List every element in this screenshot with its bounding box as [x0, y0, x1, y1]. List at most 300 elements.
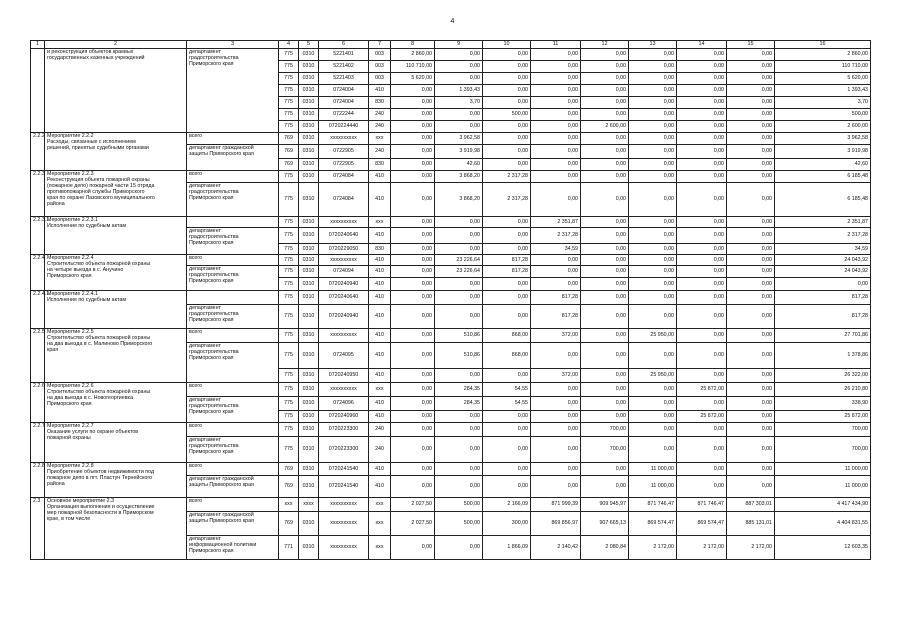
responsible-executor [187, 291, 279, 305]
table-cell: 0,00 [581, 85, 629, 97]
responsible-executor [187, 463, 279, 476]
column-number: 10 [483, 41, 531, 49]
table-cell: 0310 [299, 437, 319, 463]
table-cell: 410 [369, 266, 391, 278]
responsible-executor-text: всего [189, 255, 203, 261]
table-cell: 771 [279, 536, 299, 560]
table-cell: 0,00 [677, 244, 727, 255]
table-cell: 817,28 [775, 291, 871, 305]
table-cell: 0,00 [391, 536, 435, 560]
table-cell: 0720240640 [319, 228, 369, 244]
table-cell: 0720223300 [319, 437, 369, 463]
table-cell: xxx [369, 536, 391, 560]
table-cell: 0,00 [677, 255, 727, 266]
table-cell: 0,00 [727, 244, 775, 255]
table-cell: 0,00 [629, 397, 677, 411]
table-cell: 0,00 [483, 244, 531, 255]
table-cell: 0,00 [483, 291, 531, 305]
table-cell: 871 999,39 [531, 498, 581, 512]
table-cell: 0,00 [581, 61, 629, 73]
table-cell: 0310 [299, 228, 319, 244]
table-cell: 0,00 [677, 305, 727, 329]
item-name [45, 133, 187, 171]
table-cell: 0310 [299, 397, 319, 411]
table-cell: 0,00 [531, 73, 581, 85]
table-cell: 2 351,87 [775, 217, 871, 228]
table-cell: 25 872,00 [677, 411, 727, 423]
table-cell: 0,00 [677, 171, 727, 183]
table-cell: 0720240950 [319, 369, 369, 383]
table-cell: 0,00 [629, 85, 677, 97]
item-code: 2.2.4 [31, 255, 45, 291]
table-cell: 0310 [299, 512, 319, 536]
responsible-executor-text: департамент градостроительства Приморского края [189, 266, 239, 285]
table-cell: 830 [369, 159, 391, 171]
table-cell: 0,00 [391, 329, 435, 343]
responsible-executor-text: всего [189, 171, 203, 177]
table-cell: 0,00 [483, 411, 531, 423]
table-cell: 003 [369, 73, 391, 85]
table-cell: 0,00 [677, 85, 727, 97]
table-cell: 0,00 [629, 305, 677, 329]
table-row [31, 133, 871, 145]
table-cell: 0,00 [391, 305, 435, 329]
table-cell: 0,00 [629, 61, 677, 73]
table-cell: 0310 [299, 305, 319, 329]
item-name-text: Мероприятие 2.2.5 Строительство объекта пожарной охраны на два выезда в с. Малиново Приморского края [47, 329, 153, 354]
table-cell: 410 [369, 228, 391, 244]
table-cell: 0,00 [629, 437, 677, 463]
table-cell: 0,00 [531, 133, 581, 145]
table-cell: 0724095 [319, 343, 369, 369]
table-cell: 410 [369, 278, 391, 291]
table-cell: xxxxxxxxxx [319, 133, 369, 145]
table-cell: xxxxxxxxxx [319, 383, 369, 397]
table-row [31, 383, 871, 397]
table-cell: 42,60 [775, 159, 871, 171]
header-row [31, 41, 871, 49]
table-cell: 830 [369, 97, 391, 109]
table-cell: 700,00 [581, 437, 629, 463]
table-cell: xxxxxxxxxx [319, 255, 369, 266]
table-cell: 0,00 [677, 476, 727, 498]
table-cell: 0,00 [629, 383, 677, 397]
table-cell: 871 746,47 [677, 498, 727, 512]
table-cell: 0,00 [629, 97, 677, 109]
table-cell: 0,00 [483, 369, 531, 383]
table-cell: xxx [369, 217, 391, 228]
table-cell: 775 [279, 266, 299, 278]
table-cell: 6 185,48 [775, 183, 871, 217]
table-cell: 0,00 [581, 369, 629, 383]
table-cell: 775 [279, 397, 299, 411]
table-cell: 3 962,58 [775, 133, 871, 145]
table-cell: 0,00 [581, 343, 629, 369]
responsible-executor [187, 536, 279, 560]
responsible-executor [187, 255, 279, 266]
table-cell: 0724004 [319, 85, 369, 97]
table-cell: 0,00 [531, 85, 581, 97]
table-cell: 0,00 [391, 217, 435, 228]
table-cell: 2 172,00 [629, 536, 677, 560]
table-cell: 0,00 [483, 85, 531, 97]
table-cell: 42,60 [435, 159, 483, 171]
responsible-executor-text: департамент градостроительства Приморского края [189, 437, 239, 456]
responsible-executor-text: департамент гражданской защиты Приморского края [189, 476, 254, 489]
table-cell: 0,00 [391, 291, 435, 305]
table-cell: 23 226,64 [435, 255, 483, 266]
table-cell: 0,00 [677, 159, 727, 171]
item-code [31, 49, 45, 133]
column-number: 7 [369, 41, 391, 49]
table-cell: 24 043,92 [775, 255, 871, 266]
table-cell: 0,00 [391, 397, 435, 411]
table-cell: 0310 [299, 109, 319, 121]
table-cell: 0720241540 [319, 476, 369, 498]
table-cell: 3,70 [775, 97, 871, 109]
table-cell: 0,00 [435, 291, 483, 305]
responsible-executor [187, 266, 279, 291]
responsible-executor [187, 343, 279, 383]
table-cell: 0,00 [727, 291, 775, 305]
table-cell: 2 027,50 [391, 512, 435, 536]
responsible-executor [187, 476, 279, 498]
table-cell: 0,00 [531, 383, 581, 397]
table-cell: 830 [369, 244, 391, 255]
table-cell: 907 665,13 [581, 512, 629, 536]
table-cell: 775 [279, 183, 299, 217]
table-cell: 775 [279, 228, 299, 244]
table-cell: 11 000,00 [775, 463, 871, 476]
responsible-executor-text: департамент гражданской защиты Приморского края [189, 145, 254, 158]
table-cell: 817,28 [483, 266, 531, 278]
table-cell: 0310 [299, 329, 319, 343]
column-number: 13 [629, 41, 677, 49]
responsible-executor [187, 423, 279, 437]
table-cell: 0,00 [531, 183, 581, 217]
table-cell: 5 620,00 [391, 73, 435, 85]
table-cell: 2 860,00 [775, 49, 871, 61]
table-cell: 0,00 [677, 145, 727, 159]
table-cell: 700,00 [775, 437, 871, 463]
table-cell: 2 140,42 [531, 536, 581, 560]
table-cell: 3,70 [435, 97, 483, 109]
table-cell: 338,90 [775, 397, 871, 411]
table-cell: 24 043,92 [775, 266, 871, 278]
table-cell: 26 322,00 [775, 369, 871, 383]
table-cell: 410 [369, 476, 391, 498]
table-cell: 0,00 [391, 369, 435, 383]
table-cell: 3 919,98 [435, 145, 483, 159]
table-cell: 0310 [299, 244, 319, 255]
table-cell: 868,00 [483, 329, 531, 343]
table-cell: 775 [279, 423, 299, 437]
table-cell: 769 [279, 512, 299, 536]
table-cell: 11 000,00 [629, 476, 677, 498]
table-cell: 0,00 [581, 159, 629, 171]
table-row [31, 463, 871, 476]
table-cell: 775 [279, 383, 299, 397]
budget-table [30, 40, 871, 560]
table-cell: 0310 [299, 266, 319, 278]
table-cell: 0,00 [727, 121, 775, 133]
table-cell: 0722905 [319, 159, 369, 171]
table-cell: 0,00 [677, 49, 727, 61]
table-cell: 240 [369, 145, 391, 159]
table-cell: 0310 [299, 97, 319, 109]
responsible-executor-text: департамент градостроительства Приморского края [189, 228, 239, 247]
table-cell: 0,00 [391, 121, 435, 133]
responsible-executor [187, 383, 279, 397]
responsible-executor [187, 397, 279, 423]
table-cell: 0,00 [775, 278, 871, 291]
table-cell: 0,00 [677, 463, 727, 476]
table-cell: 775 [279, 343, 299, 369]
table-cell: 0,00 [629, 423, 677, 437]
table-cell: 0,00 [391, 411, 435, 423]
table-cell: 0310 [299, 183, 319, 217]
table-cell: 0,00 [483, 97, 531, 109]
table-cell: 240 [369, 109, 391, 121]
table-cell: 0,00 [435, 61, 483, 73]
table-cell: 0,00 [483, 133, 531, 145]
table-cell: 0,00 [581, 463, 629, 476]
table-cell: 4 417 434,90 [775, 498, 871, 512]
table-cell: 0310 [299, 133, 319, 145]
table-cell: 26 210,80 [775, 383, 871, 397]
table-cell: 0,00 [629, 159, 677, 171]
table-cell: 410 [369, 411, 391, 423]
table-cell: 0,00 [727, 266, 775, 278]
table-cell: 3 868,20 [435, 171, 483, 183]
table-cell: 0,00 [391, 343, 435, 369]
table-cell: 0,00 [531, 97, 581, 109]
table-cell: 0,00 [391, 183, 435, 217]
table-cell: 0,00 [391, 423, 435, 437]
table-cell: 0,00 [531, 278, 581, 291]
item-code: 2.2.3 [31, 171, 45, 217]
table-cell: 25 950,00 [629, 369, 677, 383]
table-cell: 0,00 [483, 61, 531, 73]
table-cell: 500,00 [483, 109, 531, 121]
table-cell: 775 [279, 437, 299, 463]
table-cell: 0,00 [531, 159, 581, 171]
table-cell: 11 000,00 [629, 463, 677, 476]
table-cell: 0,00 [727, 305, 775, 329]
table-cell: 0,00 [531, 121, 581, 133]
column-number: 12 [581, 41, 629, 49]
table-cell: 0724084 [319, 171, 369, 183]
table-cell: 2 860,00 [391, 49, 435, 61]
table-cell: 2 600,00 [581, 121, 629, 133]
table-cell: 1 393,43 [775, 85, 871, 97]
table-cell: 0,00 [727, 383, 775, 397]
item-name-text: Мероприятие 2.2.3.1 Исполнение по судебным актам [47, 217, 126, 230]
column-number: 9 [435, 41, 483, 49]
table-cell: xxx [369, 383, 391, 397]
table-cell: 0,00 [677, 73, 727, 85]
table-cell: 34,59 [531, 244, 581, 255]
item-name-text: Мероприятие 2.2.4 Строительство объекта пожарной охраны на четыре выезда в с. Анучино Приморского края [47, 255, 151, 280]
table-cell: 0,00 [727, 463, 775, 476]
item-name-text: Основное мероприятие 2.3 Организация выполнения и осуществление мер пожарной безопасности в Приморском крае, в том числе [47, 498, 155, 523]
responsible-executor [187, 228, 279, 255]
table-cell: 410 [369, 291, 391, 305]
table-cell: 510,86 [435, 343, 483, 369]
table-cell: 0720240940 [319, 305, 369, 329]
table-cell: 3 868,20 [435, 183, 483, 217]
table-cell: 0,00 [581, 266, 629, 278]
table-cell: 0310 [299, 278, 319, 291]
table-cell: 0,00 [435, 369, 483, 383]
item-code: 2.2.5 [31, 329, 45, 383]
responsible-executor [187, 498, 279, 512]
table-cell: 0,00 [581, 255, 629, 266]
responsible-executor [187, 217, 279, 228]
table-cell: 0,00 [581, 411, 629, 423]
table-cell: 372,00 [531, 329, 581, 343]
table-cell: 0,00 [727, 423, 775, 437]
column-number: 11 [531, 41, 581, 49]
table-cell: 0720224440 [319, 121, 369, 133]
table-cell: 0,00 [629, 133, 677, 145]
table-cell: 0,00 [727, 85, 775, 97]
table-cell: 0,00 [677, 278, 727, 291]
responsible-executor-text: департамент градостроительства Приморского края [189, 397, 239, 416]
table-cell: 2 166,09 [483, 498, 531, 512]
table-cell: 0,00 [391, 266, 435, 278]
table-cell: 0724094 [319, 266, 369, 278]
column-number: 3 [187, 41, 279, 49]
table-cell: 0310 [299, 291, 319, 305]
item-name [45, 329, 187, 383]
table-cell: 410 [369, 85, 391, 97]
table-cell: 0,00 [581, 145, 629, 159]
column-number: 6 [319, 41, 369, 49]
table-cell: 885 131,01 [727, 512, 775, 536]
table-cell: 0,00 [483, 476, 531, 498]
table-cell: 0720240940 [319, 278, 369, 291]
table-cell: 769 [279, 145, 299, 159]
table-cell: 0,00 [391, 171, 435, 183]
table-cell: 410 [369, 305, 391, 329]
item-name-text: Мероприятие 2.2.2 Расходы, связанные с исполнением решений, принятых судебными органами [47, 133, 149, 152]
table-cell: 0,00 [677, 266, 727, 278]
table-cell: 0,00 [435, 217, 483, 228]
item-code: 2.2.2 [31, 133, 45, 171]
table-cell: 25 872,00 [775, 411, 871, 423]
column-number: 15 [727, 41, 775, 49]
table-cell: 0,00 [581, 217, 629, 228]
table-cell: 0,00 [435, 437, 483, 463]
table-cell: 5221403 [319, 73, 369, 85]
table-cell: 775 [279, 61, 299, 73]
table-row [31, 498, 871, 512]
table-cell: 0,00 [531, 61, 581, 73]
item-code: 2.2.8 [31, 463, 45, 498]
responsible-executor [187, 305, 279, 329]
responsible-executor-text: департамент информационной политики Приморского края [189, 536, 257, 555]
table-cell: xxx [369, 498, 391, 512]
table-cell: xxxx [299, 498, 319, 512]
table-cell: 410 [369, 171, 391, 183]
table-cell: 0310 [299, 121, 319, 133]
table-cell: 700,00 [775, 423, 871, 437]
table-cell: 0,00 [629, 121, 677, 133]
table-cell: 2 317,28 [483, 183, 531, 217]
table-cell: 2 600,00 [775, 121, 871, 133]
table-cell: 0,00 [391, 244, 435, 255]
table-cell: 0,00 [483, 49, 531, 61]
table-cell: 0,00 [677, 397, 727, 411]
item-name-text: и реконструкция объектов краевых государственных казенных учреждений [47, 49, 145, 62]
column-number: 5 [299, 41, 319, 49]
table-cell: 003 [369, 49, 391, 61]
column-number: 14 [677, 41, 727, 49]
table-cell: 0,00 [531, 171, 581, 183]
table-cell: 0,00 [531, 437, 581, 463]
table-cell: 0310 [299, 49, 319, 61]
table-cell: 0,00 [581, 171, 629, 183]
table-cell: 0,00 [581, 97, 629, 109]
item-name-text: Мероприятие 2.2.3 Реконструкция объекта пожарной охраны (пожарное депо) пожарной части 15 отряда противопожарной службы Приморского края по охране Лазовского муниципального района [47, 171, 155, 208]
table-cell: 0,00 [435, 121, 483, 133]
table-cell: 500,00 [775, 109, 871, 121]
table-cell: 5 620,00 [775, 73, 871, 85]
table-cell: 0,00 [727, 329, 775, 343]
responsible-executor-text: всего [189, 463, 203, 469]
table-cell: 775 [279, 109, 299, 121]
table-cell: 868,00 [483, 343, 531, 369]
table-cell: 775 [279, 329, 299, 343]
item-name-text: Мероприятие 2.2.4.1 Исполнение по судебным актам [47, 291, 126, 304]
table-cell: 500,00 [435, 498, 483, 512]
table-cell: 0,00 [435, 411, 483, 423]
table-cell: 0,00 [581, 397, 629, 411]
column-number: 2 [45, 41, 187, 49]
table-cell: 410 [369, 329, 391, 343]
table-cell: 0310 [299, 159, 319, 171]
table-cell: 0,00 [629, 49, 677, 61]
table-cell: 0,00 [581, 476, 629, 498]
table-cell: 0,00 [581, 383, 629, 397]
table-cell: 775 [279, 244, 299, 255]
table-cell: 12 603,35 [775, 536, 871, 560]
table-cell: 0,00 [727, 411, 775, 423]
table-cell: 0310 [299, 217, 319, 228]
table-cell: xxxxxxxxxx [319, 217, 369, 228]
table-cell: 0,00 [677, 217, 727, 228]
table-cell: 0,00 [391, 109, 435, 121]
table-cell: 0310 [299, 463, 319, 476]
table-cell: 869 574,47 [629, 512, 677, 536]
item-code: 2.2.3.1 [31, 217, 45, 255]
table-cell: 0,00 [629, 278, 677, 291]
table-cell: 5221401 [319, 49, 369, 61]
table-cell: xxxxxxxxxx [319, 536, 369, 560]
table-cell: 0,00 [629, 217, 677, 228]
table-cell: 1 378,86 [775, 343, 871, 369]
table-cell: 2 317,28 [531, 228, 581, 244]
table-cell: 0,00 [677, 121, 727, 133]
table-cell: 0,00 [677, 97, 727, 109]
table-cell: 0,00 [435, 305, 483, 329]
table-cell: 869 856,97 [531, 512, 581, 536]
table-cell: 0,00 [677, 109, 727, 121]
table-cell: 25 950,00 [629, 329, 677, 343]
table-cell: xxx [279, 498, 299, 512]
table-cell: 0,00 [629, 244, 677, 255]
